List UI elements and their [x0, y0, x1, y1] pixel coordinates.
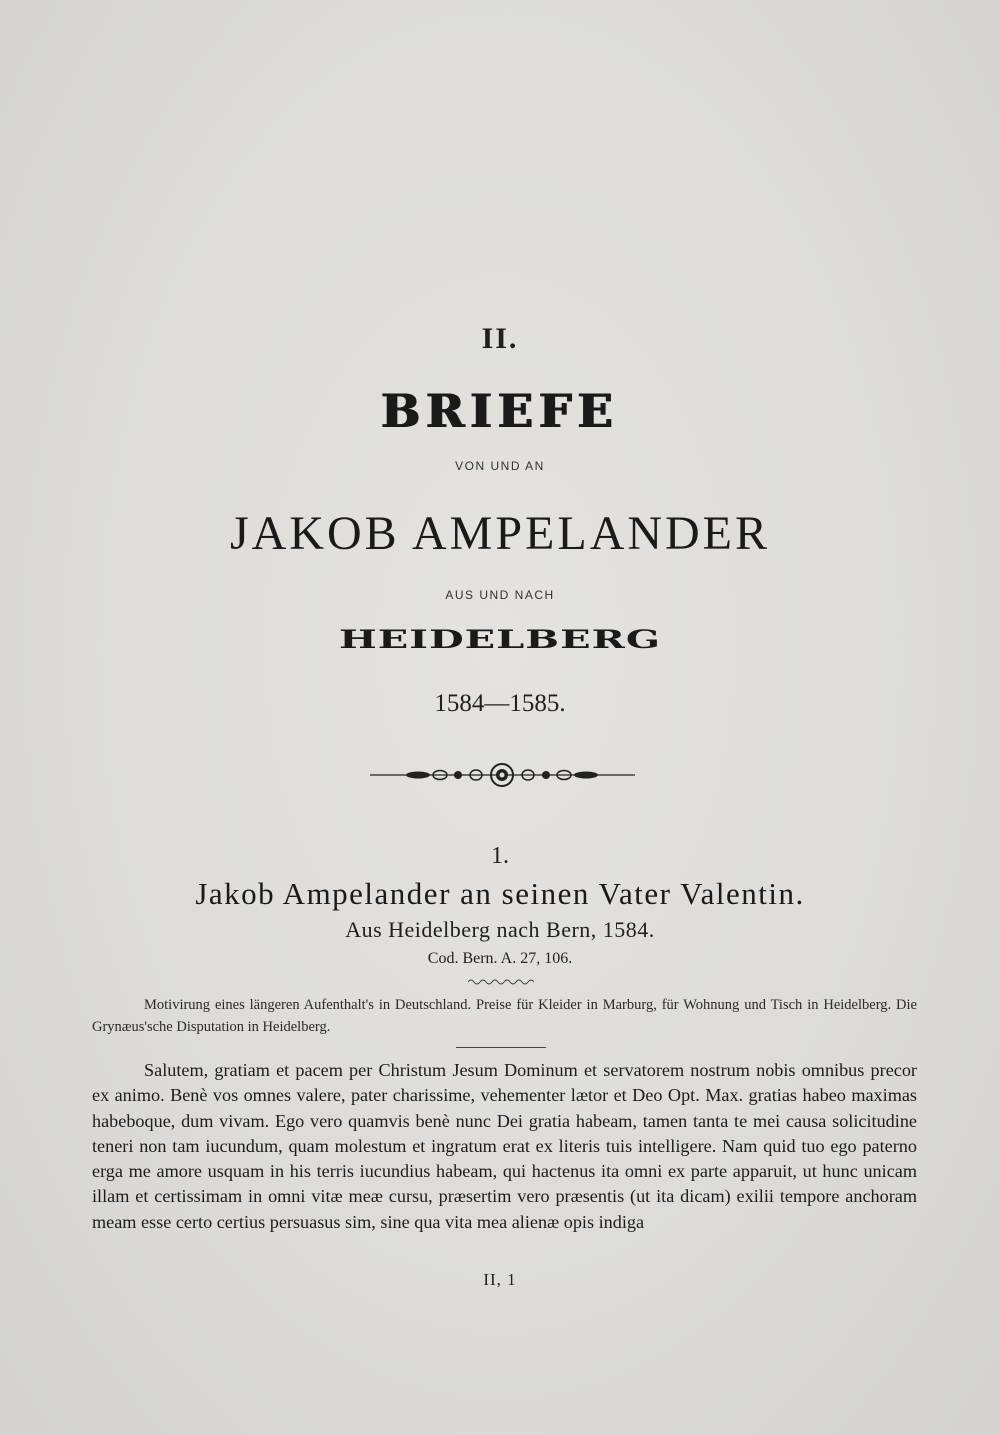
page-number: II, 1: [483, 1270, 517, 1289]
year-range: 1584—1585.: [434, 690, 566, 717]
wavy-rule-icon: [468, 978, 534, 986]
von-und-an-line: VON UND AN: [455, 459, 545, 473]
person-name: JAKOB AMPELANDER: [229, 507, 771, 560]
letter-body: Salutem, gratiam et pacem per Christum Jesum Dominum et servatorem nostrum nobis omnibus precor ex animo. Benè vos omnes valere, pater charissime, vehementer lætor et Deo Opt. Max. gratias habeo maximas habeboque, dum vivam. Ego vero quamvis benè nunc Dei gratia habeam, tamen tanta te mei causa solicitudine teneri non tam iucundum, quam molestum et ingratum erat ex literis tuis intelligere. Nam quid tuo ego paterno erga me amore usquam in his terris iucundius habeam, qui hactenus ita omni ex parte apparuit, ut hunc unicam illam et certissimam in omni vitæ meæ cursu, præsertim vero præsentis (ut ita dicam) exilii tempore anchoram meam esse certo certius persuasus sim, sine qua vita mea alienæ opis indiga: [92, 1060, 917, 1232]
letter-source: Cod. Bern. A. 27, 106.: [427, 950, 573, 967]
letter-title: Jakob Ampelander an seinen Vater Valentin.: [195, 876, 805, 911]
divider-rule: [456, 1047, 546, 1048]
ornament-divider-icon: [370, 760, 635, 790]
place-name: HEIDELBERG: [339, 625, 661, 655]
title-briefe: BRIEFE: [381, 384, 619, 438]
letter-route: Aus Heidelberg nach Bern, 1584.: [345, 917, 655, 942]
aus-und-nach-line: AUS UND NACH: [445, 588, 555, 602]
section-numeral: II.: [481, 322, 519, 355]
letter-summary: Motivirung eines längeren Aufenthalt's in Deutschland. Preise für Kleider in Marburg, für Wohnung und Tisch in Heidelberg. Die Grynæus'sche Disputation in Heidelberg.: [92, 997, 917, 1035]
letter-number: 1.: [491, 843, 509, 869]
